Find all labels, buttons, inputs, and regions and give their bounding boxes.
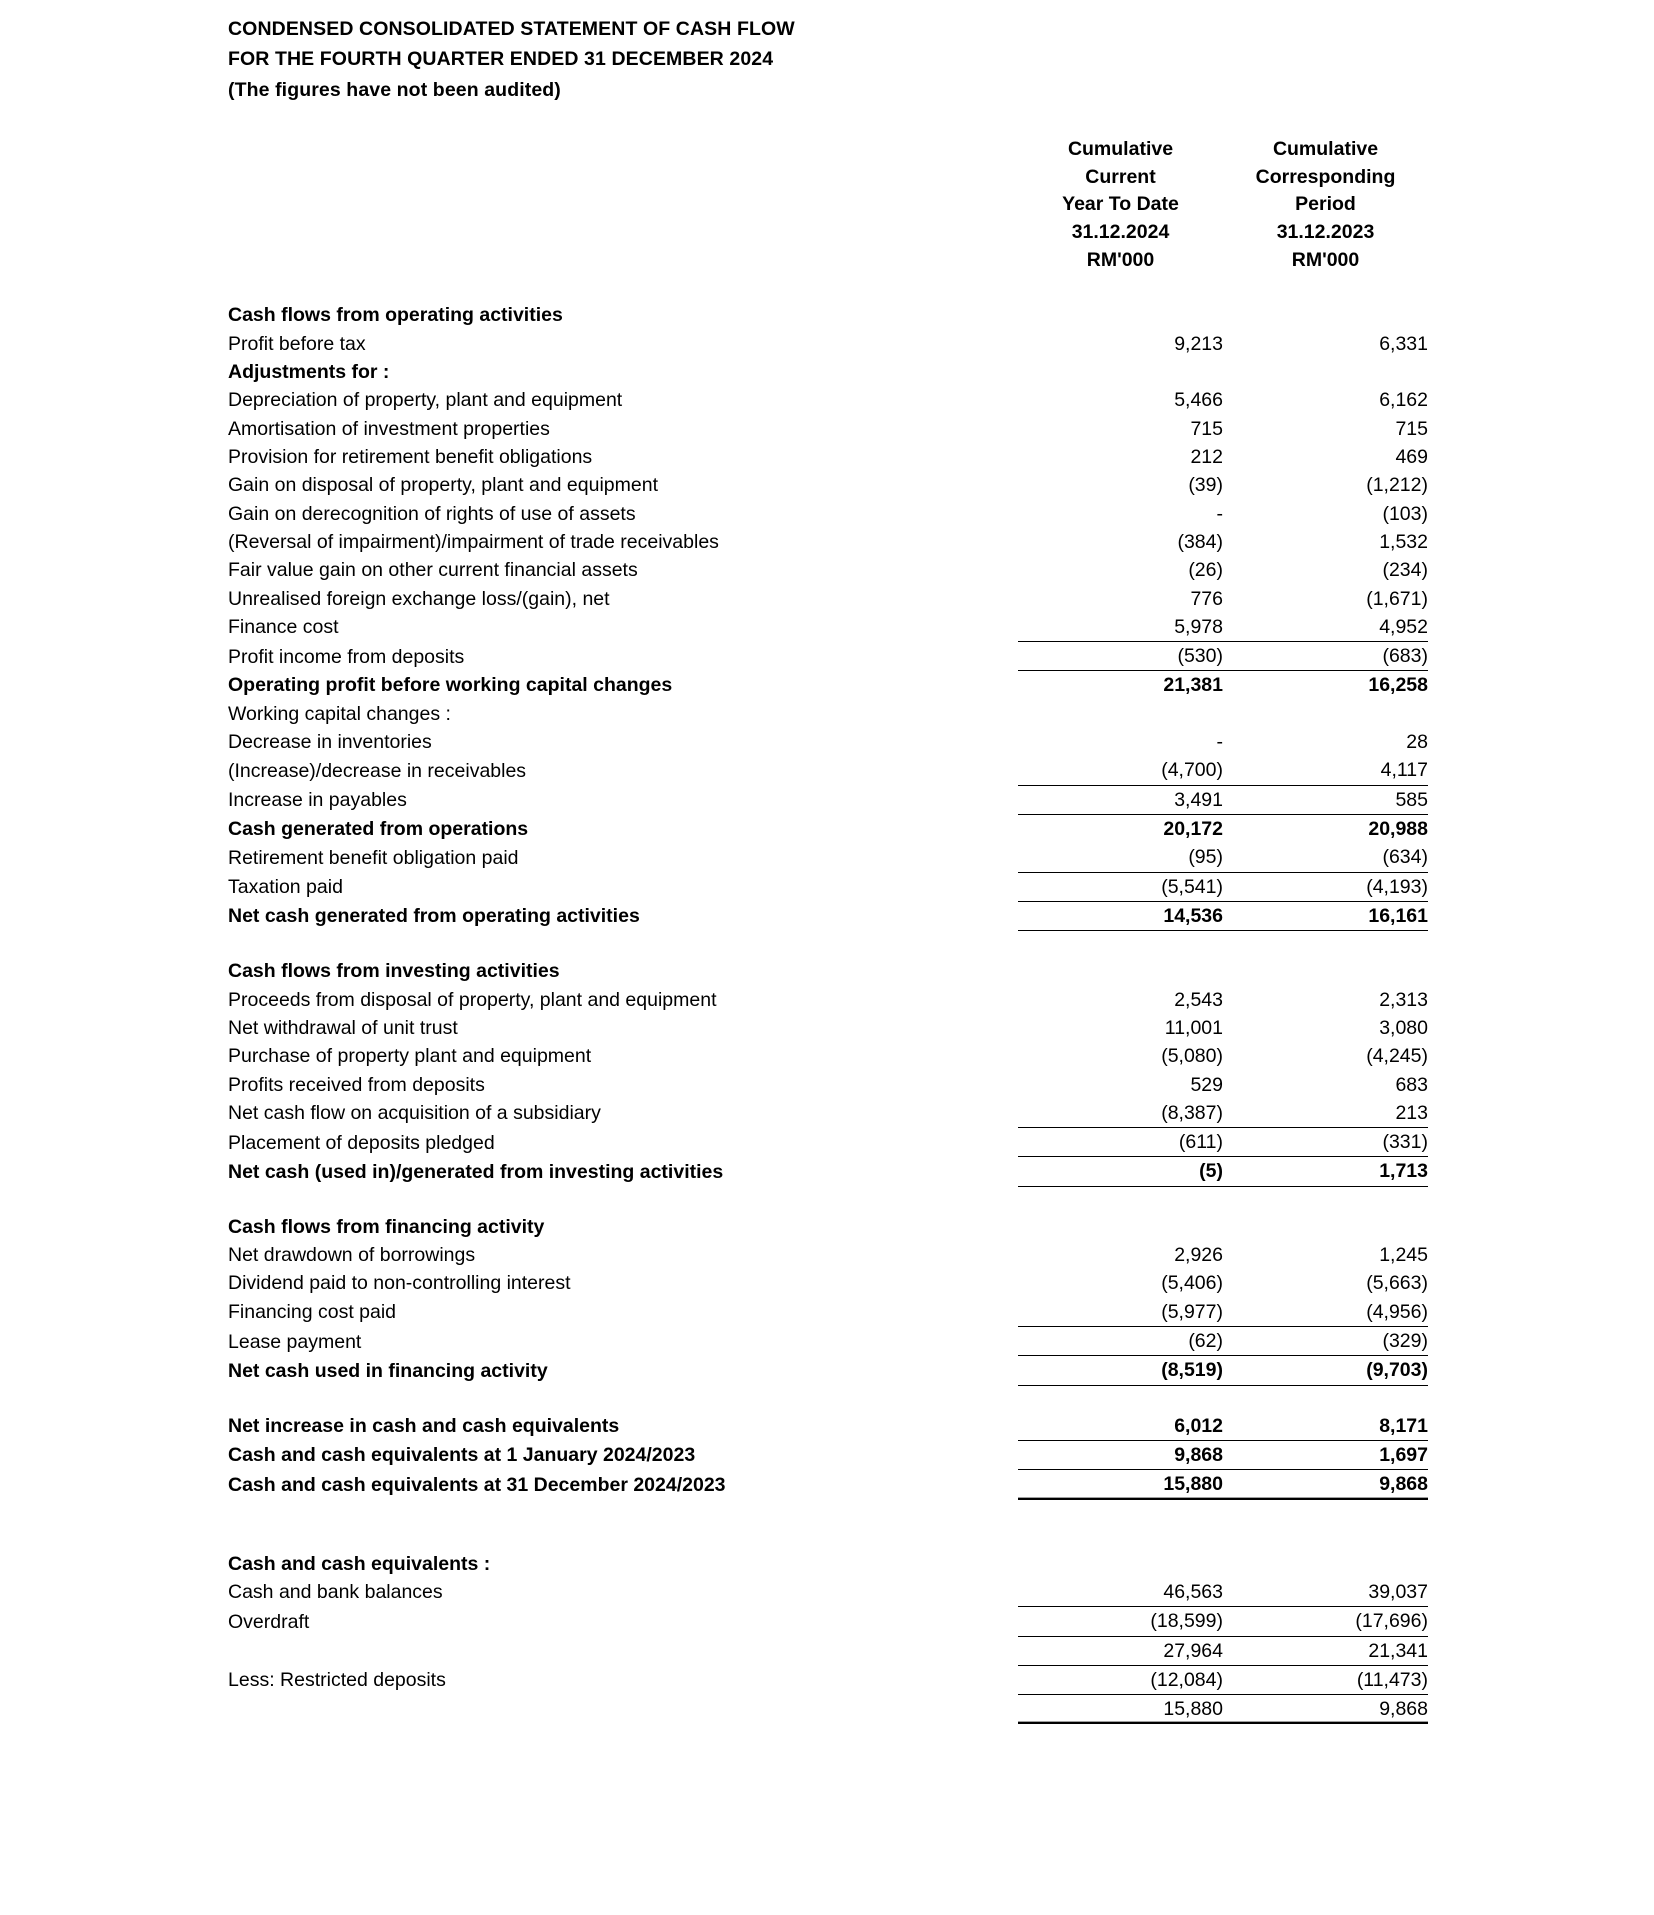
row-value-current: 5,978	[1174, 615, 1223, 638]
row-value-current	[1018, 957, 1223, 985]
row-value-corresponding	[1223, 358, 1428, 386]
row-label: Amortisation of investment properties	[228, 417, 550, 440]
col2-line-3: Period	[1295, 193, 1356, 216]
row-value-current: 27,964	[1163, 1639, 1223, 1662]
table-row	[228, 1071, 1428, 1099]
section-gap-large	[228, 1499, 1428, 1550]
table-row	[228, 1636, 1428, 1665]
table-row	[228, 728, 1428, 756]
row-label: Cash generated from operations	[228, 818, 529, 840]
row-value-current: 5,466	[1174, 389, 1223, 412]
row-label	[228, 1636, 1018, 1665]
table-row	[228, 301, 1428, 329]
table-row	[228, 1042, 1428, 1070]
row-value-current	[1018, 1213, 1223, 1241]
row-value-current: 14,536	[1018, 901, 1223, 930]
row-label: Fair value gain on other current financial assets	[228, 559, 638, 582]
section-gap	[228, 931, 1428, 958]
col1-line-2: Current	[1085, 165, 1156, 188]
row-label: Unrealised foreign exchange loss/(gain), net	[228, 587, 610, 610]
row-label: Net withdrawal of unit trust	[228, 1016, 458, 1039]
table-row	[228, 957, 1428, 985]
header-gap	[228, 275, 1428, 301]
row-label: Retirement benefit obligation paid	[228, 846, 519, 869]
row-label: Gain on derecognition of rights of use of assets	[228, 502, 636, 525]
row-label: Profits received from deposits	[228, 1073, 485, 1096]
row-value-current: (5,541)	[1018, 872, 1223, 901]
row-value-corresponding	[1223, 957, 1428, 985]
col1-line-3: Year To Date	[1062, 193, 1179, 216]
title-line-2: FOR THE FOURTH QUARTER ENDED 31 DECEMBER 2024	[228, 48, 774, 71]
row-label: Cash and cash equivalents at 31 December 2024/2023	[228, 1473, 726, 1496]
row-label: Increase in payables	[228, 789, 407, 812]
row-label: Placement of deposits pledged	[228, 1131, 495, 1154]
table-row	[228, 556, 1428, 584]
row-label: Cash flows from investing activities	[228, 960, 560, 983]
row-value-current: 11,001	[1164, 1016, 1223, 1039]
row-label: Overdraft	[228, 1610, 310, 1633]
row-label: Cash flows from financing activity	[228, 1215, 545, 1238]
title-line-3: (The figures have not been audited)	[228, 78, 561, 101]
table-row	[228, 642, 1428, 671]
row-value-corresponding: (234)	[1382, 559, 1428, 582]
table-row	[228, 1356, 1428, 1385]
table-row	[228, 1157, 1428, 1186]
row-label: (Increase)/decrease in receivables	[228, 759, 527, 782]
row-value-corresponding: 21,341	[1368, 1639, 1428, 1662]
row-value-corresponding: 3,080	[1379, 1016, 1428, 1039]
row-value-corresponding: 585	[1223, 785, 1428, 814]
row-value-current	[1018, 358, 1223, 386]
table-row	[228, 1099, 1428, 1128]
row-value-current: (18,599)	[1018, 1607, 1223, 1636]
row-value-current: (39)	[1188, 474, 1223, 497]
row-value-corresponding: (1,671)	[1366, 587, 1428, 610]
row-value-corresponding	[1223, 1213, 1428, 1241]
row-label: (Reversal of impairment)/impairment of trade receivables	[228, 530, 719, 553]
row-value-corresponding: 1,697	[1223, 1440, 1428, 1469]
row-label: Decrease in inventories	[228, 731, 432, 754]
table-row	[228, 1128, 1428, 1157]
table-row	[228, 386, 1428, 414]
row-value-current: 9,868	[1018, 1440, 1223, 1469]
row-value-current: (5)	[1018, 1157, 1223, 1186]
row-value-current: 46,563	[1163, 1580, 1223, 1603]
table-row	[228, 671, 1428, 700]
row-value-corresponding: 16,258	[1368, 674, 1428, 697]
row-value-corresponding: (331)	[1223, 1128, 1428, 1157]
col1-line-4: 31.12.2024	[1071, 221, 1170, 243]
table-row	[228, 756, 1428, 785]
row-value-corresponding: (11,473)	[1223, 1665, 1428, 1694]
row-label: Dividend paid to non-controlling interest	[228, 1272, 571, 1295]
row-value-current: (5,977)	[1161, 1300, 1223, 1323]
row-value-corresponding	[1223, 301, 1428, 329]
row-value-corresponding	[1223, 700, 1428, 728]
row-value-current: (8,387)	[1161, 1101, 1223, 1124]
row-value-corresponding: 8,171	[1379, 1414, 1428, 1437]
table-row	[228, 1695, 1428, 1724]
row-value-corresponding: 28	[1406, 731, 1428, 754]
table-row	[228, 843, 1428, 872]
table-row	[228, 1213, 1428, 1241]
table-row	[228, 1241, 1428, 1269]
col2-line-4: 31.12.2023	[1276, 221, 1375, 243]
row-value-current: (611)	[1018, 1128, 1223, 1157]
row-value-current: (62)	[1018, 1327, 1223, 1356]
row-label: Financing cost paid	[228, 1301, 397, 1324]
row-value-corresponding: 39,037	[1368, 1580, 1428, 1603]
row-value-corresponding: (683)	[1223, 642, 1428, 671]
col1-line-5: RM'000	[1086, 248, 1155, 271]
row-value-current: 6,012	[1174, 1414, 1223, 1437]
table-row	[228, 872, 1428, 901]
row-label: Finance cost	[228, 616, 339, 639]
row-value-corresponding	[1223, 1550, 1428, 1578]
row-value-corresponding: 715	[1395, 417, 1428, 440]
row-value-current: 21,381	[1163, 674, 1223, 697]
row-value-corresponding: (4,193)	[1223, 872, 1428, 901]
table-row	[228, 1327, 1428, 1356]
row-label: Depreciation of property, plant and equipment	[228, 389, 623, 412]
row-value-current: (8,519)	[1018, 1356, 1223, 1385]
table-row	[228, 901, 1428, 930]
document-title	[228, 14, 1654, 105]
row-label: Cash and cash equivalents :	[228, 1552, 491, 1575]
title-line-1: CONDENSED CONSOLIDATED STATEMENT OF CASH FLOW	[228, 18, 795, 40]
table-row	[228, 815, 1428, 844]
table-row	[228, 1550, 1428, 1578]
row-value-corresponding: 4,117	[1380, 759, 1428, 782]
table-row	[228, 1269, 1428, 1297]
row-label: Working capital changes :	[228, 702, 451, 725]
column-header-corresponding	[1223, 135, 1428, 275]
row-label: Operating profit before working capital changes	[228, 674, 673, 697]
row-value-current: 776	[1190, 587, 1223, 610]
row-value-corresponding: 2,313	[1379, 988, 1428, 1011]
table-row	[228, 330, 1428, 358]
row-value-current	[1018, 700, 1223, 728]
cash-flow-table	[228, 135, 1428, 1725]
table-row	[228, 1578, 1428, 1607]
row-label: Less: Restricted deposits	[228, 1669, 446, 1692]
table-row	[228, 700, 1428, 728]
table-row	[228, 415, 1428, 443]
row-value-current	[1018, 301, 1223, 329]
row-label: Cash and bank balances	[228, 1581, 443, 1604]
row-value-corresponding: 469	[1395, 445, 1428, 468]
row-value-current: 20,172	[1163, 818, 1223, 840]
col2-line-1: Cumulative	[1272, 137, 1379, 160]
row-value-current: 3,491	[1018, 785, 1223, 814]
row-label: Gain on disposal of property, plant and equipment	[228, 474, 658, 497]
row-value-current: (5,406)	[1161, 1272, 1223, 1295]
table-row	[228, 785, 1428, 814]
row-value-current: 2,543	[1174, 988, 1223, 1011]
row-value-current: 15,880	[1018, 1470, 1223, 1499]
row-value-current: 15,880	[1018, 1695, 1223, 1724]
row-value-current: -	[1216, 502, 1223, 525]
row-value-corresponding: 1,532	[1379, 530, 1428, 553]
table-row	[228, 986, 1428, 1014]
row-value-corresponding: 20,988	[1368, 818, 1428, 840]
row-value-current: (384)	[1177, 530, 1223, 553]
row-value-current: (95)	[1188, 846, 1223, 869]
row-value-corresponding: (17,696)	[1223, 1607, 1428, 1636]
row-value-corresponding: 9,868	[1223, 1695, 1428, 1724]
row-label: Lease payment	[228, 1330, 362, 1353]
table-row	[228, 1665, 1428, 1694]
row-value-corresponding: 1,713	[1223, 1157, 1428, 1186]
table-row	[228, 1470, 1428, 1499]
row-label: Cash and cash equivalents at 1 January 2024/2023	[228, 1444, 696, 1467]
row-value-corresponding: 16,161	[1223, 901, 1428, 930]
row-value-corresponding: (634)	[1382, 846, 1428, 869]
table-row	[228, 443, 1428, 471]
row-label: Proceeds from disposal of property, plant and equipment	[228, 988, 717, 1011]
row-value-corresponding: (329)	[1223, 1327, 1428, 1356]
row-value-corresponding: 4,952	[1379, 615, 1428, 638]
row-label: Provision for retirement benefit obligations	[228, 445, 593, 468]
row-label: Net increase in cash and cash equivalents	[228, 1415, 620, 1438]
row-label: Taxation paid	[228, 876, 343, 899]
table-row	[228, 1440, 1428, 1469]
row-label: Profit before tax	[228, 332, 366, 355]
table-row	[228, 471, 1428, 499]
row-value-corresponding: (4,245)	[1366, 1045, 1428, 1068]
row-label: Net drawdown of borrowings	[228, 1244, 476, 1267]
section-gap	[228, 1186, 1428, 1213]
column-header-row	[228, 135, 1428, 275]
table-row	[228, 528, 1428, 556]
row-value-current: (26)	[1188, 559, 1223, 582]
row-label: Net cash flow on acquisition of a subsidiary	[228, 1102, 601, 1125]
col2-line-2: Corresponding	[1255, 165, 1396, 188]
col1-line-1: Cumulative	[1067, 137, 1174, 160]
row-value-corresponding: 1,245	[1379, 1244, 1428, 1267]
row-label: Net cash generated from operating activities	[228, 905, 640, 928]
row-value-corresponding: 9,868	[1223, 1470, 1428, 1499]
section-gap	[228, 1385, 1428, 1412]
table-row	[228, 1014, 1428, 1042]
row-value-corresponding: 683	[1395, 1073, 1428, 1096]
row-value-current	[1018, 1550, 1223, 1578]
table-row	[228, 1412, 1428, 1441]
row-value-current: (4,700)	[1161, 759, 1223, 782]
row-label	[228, 1695, 1018, 1724]
row-value-current: 9,213	[1174, 332, 1223, 355]
header-blank-cell	[228, 135, 1018, 275]
table-row	[228, 613, 1428, 642]
row-value-current: 715	[1190, 417, 1223, 440]
table-row	[228, 358, 1428, 386]
row-value-current: 529	[1190, 1073, 1223, 1096]
row-label: Adjustments for :	[228, 361, 390, 383]
column-header-current	[1018, 135, 1223, 275]
row-value-corresponding: (1,212)	[1366, 474, 1428, 497]
row-label: Net cash (used in)/generated from investing activities	[228, 1160, 724, 1183]
row-value-current: (530)	[1018, 642, 1223, 671]
table-row	[228, 1298, 1428, 1327]
row-value-corresponding: (9,703)	[1223, 1356, 1428, 1385]
row-label: Purchase of property plant and equipment	[228, 1045, 592, 1068]
row-value-current: 2,926	[1174, 1244, 1223, 1267]
table-row	[228, 1607, 1428, 1636]
row-value-corresponding: 6,162	[1379, 389, 1428, 412]
col2-line-5: RM'000	[1291, 248, 1360, 271]
row-label: Cash flows from operating activities	[228, 304, 563, 327]
row-value-corresponding: 6,331	[1379, 332, 1428, 355]
row-value-current: (12,084)	[1018, 1665, 1223, 1694]
row-value-current: -	[1216, 731, 1223, 754]
row-value-current: 212	[1190, 445, 1223, 468]
table-row	[228, 585, 1428, 613]
row-value-corresponding: (4,956)	[1366, 1300, 1428, 1323]
row-value-current: (5,080)	[1161, 1045, 1223, 1068]
row-label: Profit income from deposits	[228, 645, 465, 668]
row-label: Net cash used in financing activity	[228, 1359, 548, 1382]
row-value-corresponding: 213	[1395, 1101, 1428, 1124]
row-value-corresponding: (103)	[1382, 502, 1428, 525]
table-row	[228, 500, 1428, 528]
row-value-corresponding: (5,663)	[1366, 1272, 1428, 1295]
